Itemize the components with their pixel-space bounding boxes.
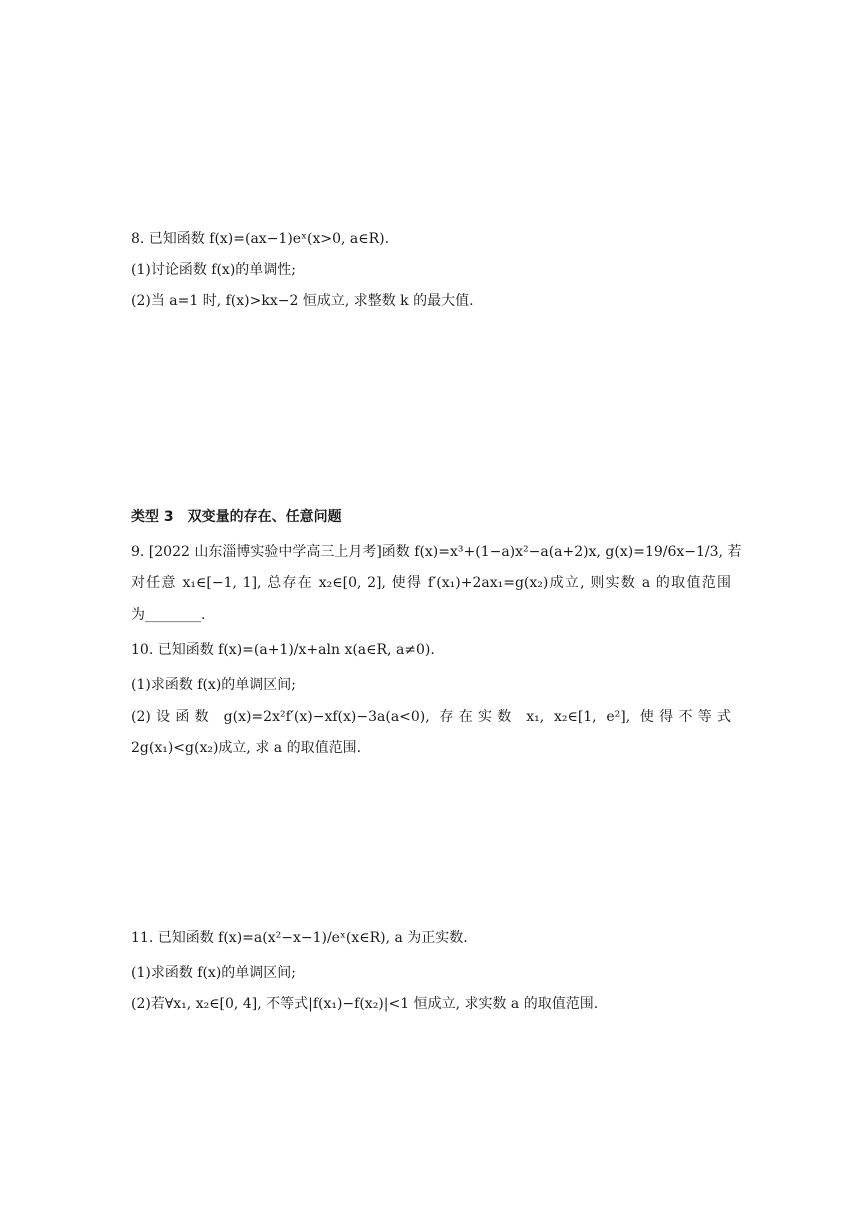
problem-10-part-2-line-2: 2g(x₁)<g(x₂)成立, 求 a 的取值范围. — [131, 740, 362, 756]
problem-8-stem: 8. 已知函数 f(x)=(ax−1)eˣ(x>0, a∈R). — [131, 231, 390, 247]
problem-8-part-2: (2)当 a=1 时, f(x)>kx−2 恒成立, 求整数 k 的最大值. — [131, 293, 474, 309]
problem-10-stem: 10. 已知函数 f(x)=(a+1)/x+aln x(a∈R, a≠0). — [131, 642, 435, 658]
problem-11-part-1: (1)求函数 f(x)的单调区间; — [131, 965, 296, 981]
problem-9-line-1: 9. [2022 山东淄博实验中学高三上月考]函数 f(x)=x³+(1−a)x²−a(a+2)x, g(x)=19/6x−1/3, 若 — [131, 544, 742, 560]
problem-10-part-2-line-1: (2)设函数 g(x)=2x²f′(x)−xf(x)−3a(a<0), 存在实数 x₁, x₂∈[1, e²], 使得不等式 — [131, 709, 731, 725]
section-heading: 类型 3 双变量的存在、任意问题 — [131, 509, 342, 525]
problem-9-line-3: 为________. — [131, 607, 206, 623]
problem-9-line-2: 对任意 x₁∈[−1, 1], 总存在 x₂∈[0, 2], 使得 f′(x₁)+2ax₁=g(x₂)成立, 则实数 a 的取值范围 — [131, 575, 731, 591]
problem-8-part-1: (1)讨论函数 f(x)的单调性; — [131, 262, 296, 278]
problem-11-stem: 11. 已知函数 f(x)=a(x²−x−1)/eˣ(x∈R), a 为正实数. — [131, 930, 468, 946]
problem-10-part-1: (1)求函数 f(x)的单调区间; — [131, 677, 296, 693]
problem-11-part-2: (2)若∀x₁, x₂∈[0, 4], 不等式|f(x₁)−f(x₂)|<1 恒成立, 求实数 a 的取值范围. — [131, 996, 599, 1012]
